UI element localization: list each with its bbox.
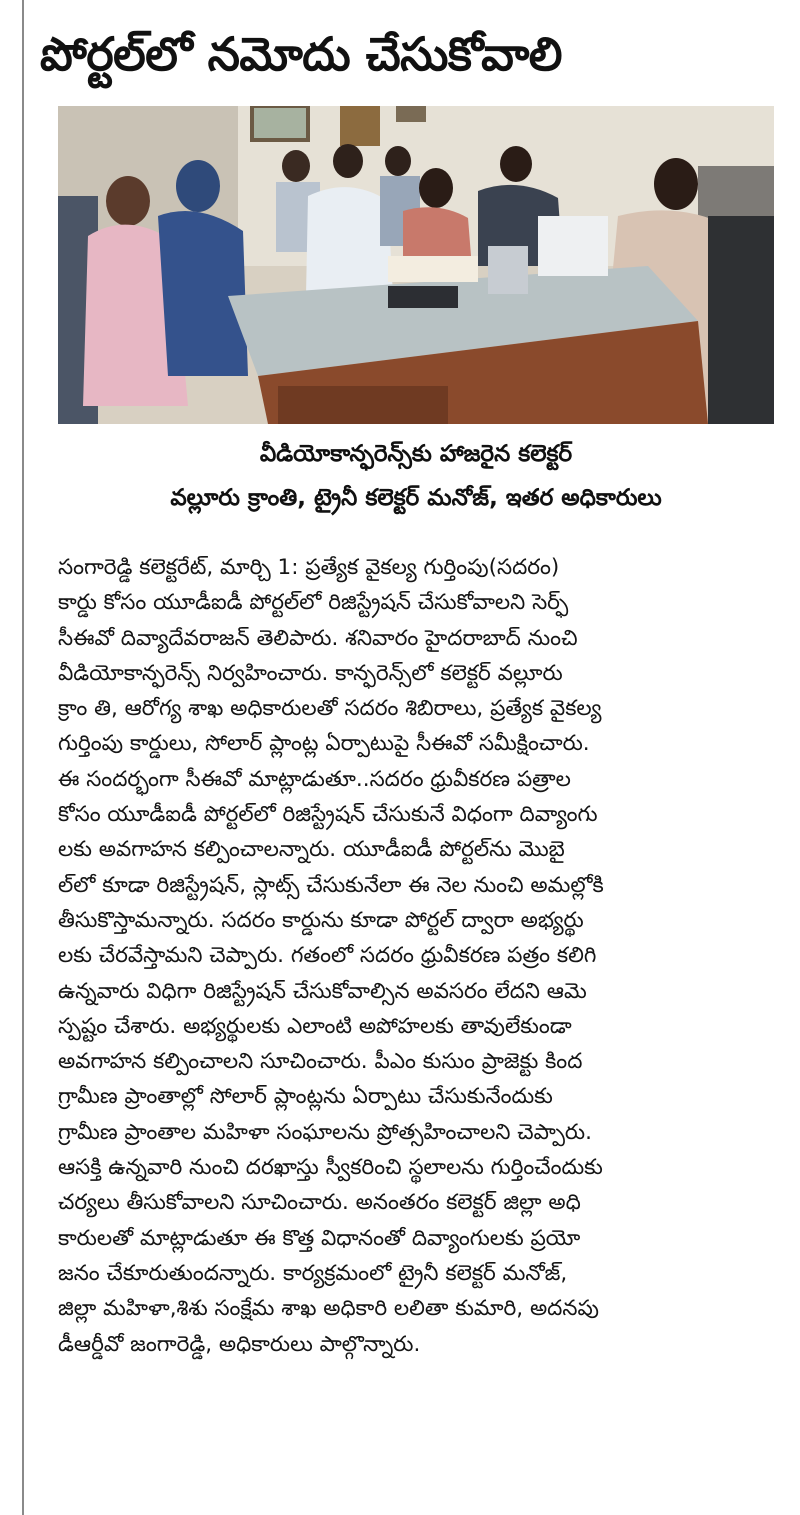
body-line: జిల్లా మహిళా,శిశు సంక్షేమ శాఖ అధికారి లలితా కుమారి, అదనపు xyxy=(58,1296,599,1322)
caption-line-1: వీడియోకాన్ఫరెన్స్‌కు హాజరైన కలెక్టర్ xyxy=(259,441,573,467)
body-line: లకు చేరవేస్తామని చెప్పారు. గతంలో సదరం ధ్రువీకరణ పత్రం కలిగి xyxy=(58,943,597,969)
body-line: ఉన్నవారు విధిగా రిజిస్ట్రేషన్ చేసుకోవాల్సిన అవసరం లేదని ఆమె xyxy=(58,978,587,1004)
body-line: కోసం యూడీఐడీ పోర్టల్‌లో రిజిస్ట్రేషన్ చేసుకునే విధంగా దివ్యాంగు xyxy=(58,802,598,828)
body-line: గ్రామీణ ప్రాంతాల మహిళా సంఘాలను ప్రోత్సహించాలని చెప్పారు. xyxy=(58,1119,592,1145)
body-line: జనం చేకూరుతుందన్నారు. కార్యక్రమంలో ట్రైనీ కలెక్టర్ మనోజ్, xyxy=(58,1260,568,1286)
article-body xyxy=(58,550,776,1362)
caption-line-2: వల్లూరు క్రాంతి, ట్రైనీ కలెక్టర్ మనోజ్, ఇతర అధికారులు xyxy=(170,485,662,511)
body-line: అవగాహన కల్పించాలని సూచించారు. పీఎం కుసుం ప్రాజెక్టు కింద xyxy=(58,1049,583,1075)
news-photo xyxy=(58,106,774,424)
body-line: కారులతో మాట్లాడుతూ ఈ కొత్త విధానంతో దివ్యాంగులకు ప్రయో xyxy=(58,1225,581,1251)
photo-image xyxy=(58,106,774,424)
body-line: స్పష్టం చేశారు. అభ్యర్థులకు ఎలాంటి అపోహలకు తావులేకుండా xyxy=(58,1013,572,1039)
body-line: ఆసక్తి ఉన్నవారి నుంచి దరఖాస్తు స్వీకరించి స్థలాలను గుర్తించేందుకు xyxy=(58,1155,603,1181)
body-line: తీసుకొస్తామన్నారు. సదరం కార్డును కూడా పోర్టల్ ద్వారా అభ్యర్థు xyxy=(58,907,584,933)
column-rule xyxy=(22,0,24,1515)
body-line: గ్రామీణ ప్రాంతాల్లో సోలార్ ప్లాంట్లను ఏర్పాటు చేసుకునేందుకు xyxy=(58,1084,553,1110)
body-line: వీడియోకాన్ఫరెన్స్ నిర్వహించారు. కాన్ఫరెన్స్‌లో కలెక్టర్ వల్లూరు xyxy=(58,660,563,686)
body-line: కార్డు కోసం యూడీఐడీ పోర్టల్‌లో రిజిస్ట్రేషన్ చేసుకోవాలని సెర్ఫ్ xyxy=(58,590,569,616)
body-line: సంగారెడ్డి కలెక్టరేట్, మార్చి 1: ప్రత్యేక వైకల్య గుర్తింపు(సదరం) xyxy=(58,555,560,580)
body-line: డీఆర్డీవో జంగారెడ్డి, అధికారులు పాల్గొన్నారు. xyxy=(58,1331,421,1357)
body-line: ఈ సందర్భంగా సీఈవో మాట్లాడుతూ..సదరం ధ్రువీకరణ పత్రాల xyxy=(58,766,571,792)
body-line: లకు అవగాహన కల్పించాలన్నారు. యూడీఐడీ పోర్టల్‌ను మొబై xyxy=(58,837,565,863)
body-line: చర్యలు తీసుకోవాలని సూచించారు. అనంతరం కలెక్టర్ జిల్లా అధి xyxy=(58,1190,581,1216)
headline: పోర్టల్‌లో నమోదు చేసుకోవాలి xyxy=(40,27,563,81)
photo-caption xyxy=(58,432,774,520)
body-line: సీఈవో దివ్యాదేవరాజన్ తెలిపారు. శనివారం హైదరాబాద్ నుంచి xyxy=(58,625,578,651)
body-line: ల్‌లో కూడా రిజిస్ట్రేషన్, స్లాట్స్ చేసుకునేలా ఈ నెల నుంచి అమల్లోకి xyxy=(58,872,604,898)
body-line: గుర్తింపు కార్డులు, సోలార్ ప్లాంట్ల ఏర్పాటుపై సీఈవో సమీక్షించారు. xyxy=(58,731,590,757)
body-line: క్రాం తి, ఆరోగ్య శాఖ అధికారులతో సదరం శిబిరాలు, ప్రత్యేక వైకల్య xyxy=(58,696,602,722)
